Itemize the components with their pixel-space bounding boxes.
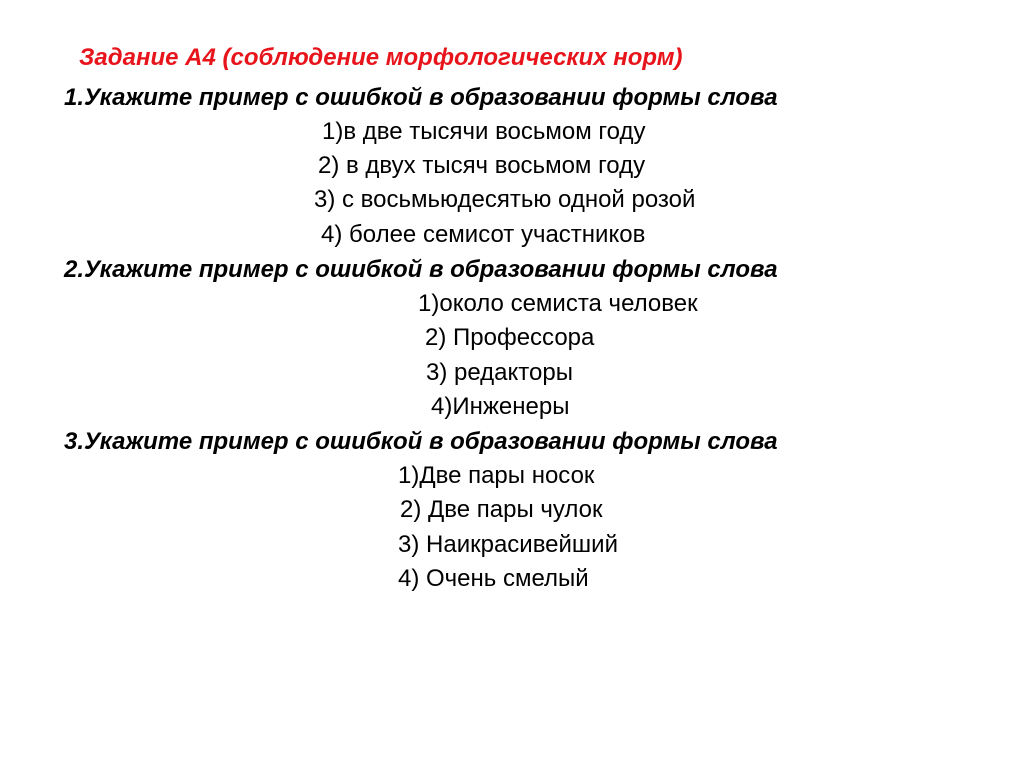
question-1-option-3: 3) с восьмьюдесятью одной розой — [314, 186, 696, 213]
question-2-option-2: 2) Профессора — [425, 324, 595, 351]
question-1-option-4: 4) более семисот участников — [321, 221, 646, 248]
question-3-option-1: 1)Две пары носок — [398, 462, 595, 489]
question-2-prompt: 2.Укажите пример с ошибкой в образовании формы слова — [64, 256, 778, 283]
question-2-option-3: 3) редакторы — [426, 359, 573, 386]
question-3-option-2: 2) Две пары чулок — [400, 496, 603, 523]
question-1-prompt: 1.Укажите пример с ошибкой в образовании формы слова — [64, 84, 778, 111]
question-2-option-1: 1)около семиста человек — [418, 290, 698, 317]
question-3-option-3: 3) Наикрасивейший — [398, 531, 618, 558]
question-3-option-4: 4) Очень смелый — [398, 565, 589, 592]
question-1-option-1: 1)в две тысячи восьмом году — [322, 118, 646, 145]
question-3-prompt: 3.Укажите пример с ошибкой в образовании формы слова — [64, 428, 778, 455]
question-1-option-2: 2) в двух тысяч восьмом году — [318, 152, 646, 179]
slide-title: Задание А4 (соблюдение морфологических норм) — [79, 44, 683, 71]
question-2-option-4: 4)Инженеры — [431, 393, 570, 420]
